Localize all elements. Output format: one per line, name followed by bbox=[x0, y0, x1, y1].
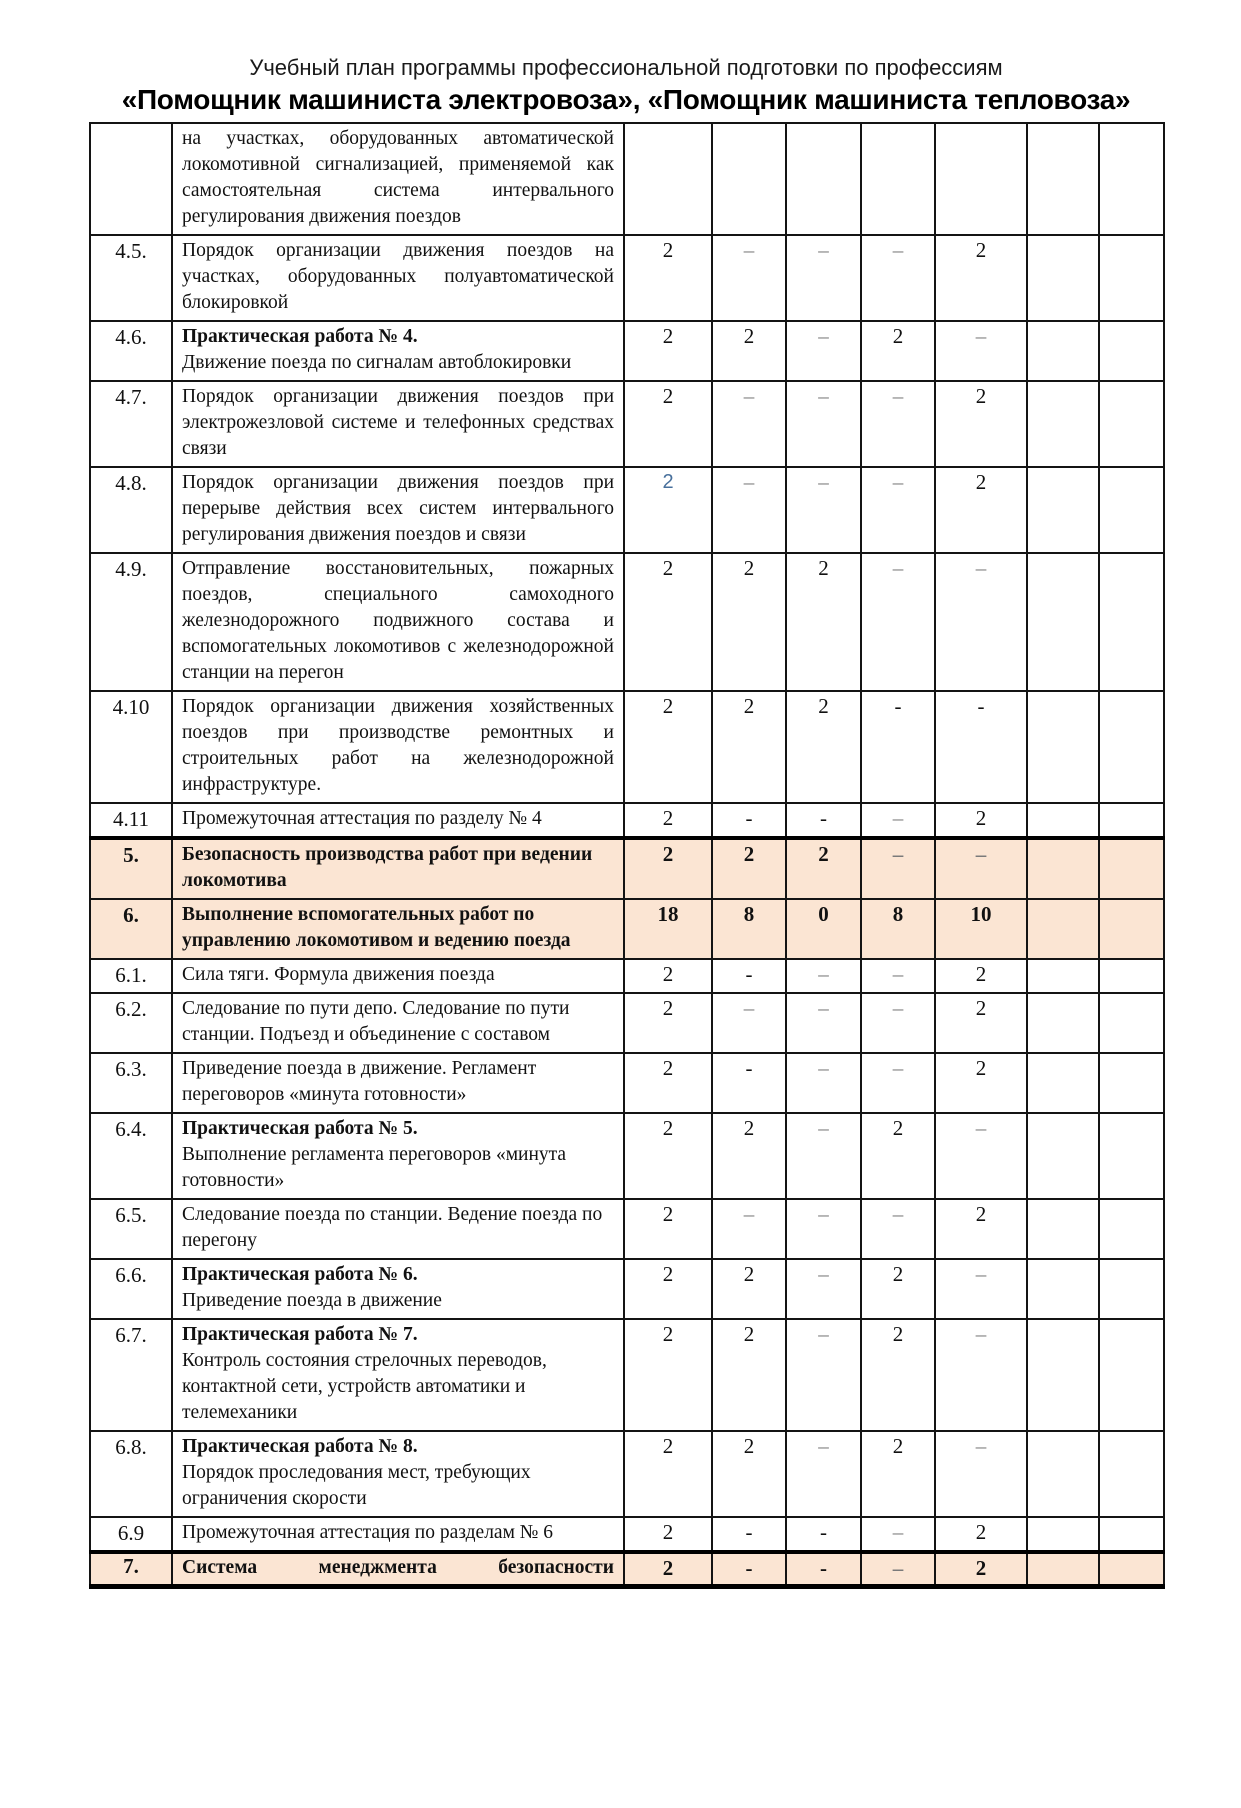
hours-cell: – bbox=[935, 321, 1027, 381]
row-topic-text bbox=[172, 993, 624, 1053]
topic-text-run: Приведение поезда в движение bbox=[182, 1290, 442, 1311]
topic-text-run: Порядок организации движения поездов при электрожезловой системе и телефонных средствах связи bbox=[182, 386, 614, 459]
hours-cell: - bbox=[712, 959, 786, 993]
hours-cell: 2 bbox=[712, 1259, 786, 1319]
doc-title-line2: «Помощник машиниста электровоза», «Помощник машиниста тепловоза» bbox=[121, 84, 1131, 115]
hours-cell: – bbox=[786, 321, 861, 381]
table-row bbox=[90, 1259, 1164, 1319]
empty-cell bbox=[1099, 553, 1164, 691]
row-number: 6.5. bbox=[90, 1199, 172, 1259]
row-number: 6. bbox=[90, 899, 172, 959]
empty-cell bbox=[1099, 1552, 1164, 1587]
hours-cell: 2 bbox=[786, 691, 861, 803]
table-row bbox=[90, 1552, 1164, 1587]
empty-cell bbox=[1099, 993, 1164, 1053]
topic-text-run: Порядок организации движения хозяйственных поездов при производстве ремонтных и строительных работ на железнодорожной инфраструктуре. bbox=[182, 696, 614, 795]
empty-cell bbox=[1099, 381, 1164, 467]
row-topic-text bbox=[172, 1259, 624, 1319]
empty-cell bbox=[1099, 1259, 1164, 1319]
table-row bbox=[90, 838, 1164, 899]
hours-cell: 2 bbox=[712, 838, 786, 899]
hours-cell: – bbox=[786, 235, 861, 321]
table-row bbox=[90, 993, 1164, 1053]
empty-cell bbox=[1027, 381, 1099, 467]
hours-cell: – bbox=[786, 1113, 861, 1199]
row-topic-text bbox=[172, 553, 624, 691]
empty-cell bbox=[1027, 803, 1099, 838]
hours-cell: - bbox=[712, 1053, 786, 1113]
hours-cell: 2 bbox=[935, 381, 1027, 467]
hours-cell: 2 bbox=[786, 838, 861, 899]
hours-cell: – bbox=[786, 993, 861, 1053]
row-number: 6.9 bbox=[90, 1517, 172, 1552]
hours-cell: – bbox=[786, 1199, 861, 1259]
hours-cell: 2 bbox=[624, 1259, 712, 1319]
topic-text-run: Порядок организации движения поездов на участках, оборудованных полуавтоматической блокировкой bbox=[182, 240, 614, 313]
hours-cell: 2 bbox=[935, 803, 1027, 838]
row-topic-text bbox=[172, 691, 624, 803]
hours-cell: – bbox=[935, 1259, 1027, 1319]
table-row bbox=[90, 1053, 1164, 1113]
empty-cell bbox=[1027, 1431, 1099, 1517]
empty-cell bbox=[1099, 838, 1164, 899]
hours-cell: 2 bbox=[624, 838, 712, 899]
empty-cell bbox=[861, 123, 935, 235]
doc-title-line1: Учебный план программы профессиональной подготовки по профессиям bbox=[249, 55, 1003, 80]
row-topic-text bbox=[172, 1431, 624, 1517]
row-number: 4.6. bbox=[90, 321, 172, 381]
topic-text-run: Контроль состояния стрелочных переводов, контактной сети, устройств автоматики и телемеханики bbox=[182, 1350, 547, 1423]
empty-cell bbox=[1099, 321, 1164, 381]
topic-text-run: Следование поезда по станции. Ведение поезда по перегону bbox=[182, 1204, 603, 1251]
topic-text-bold-run: Практическая работа № 7. bbox=[182, 1324, 418, 1345]
hours-cell: – bbox=[861, 1053, 935, 1113]
table-row bbox=[90, 1431, 1164, 1517]
empty-cell bbox=[1099, 1199, 1164, 1259]
row-number: 4.8. bbox=[90, 467, 172, 553]
empty-cell bbox=[1027, 1319, 1099, 1431]
table-row bbox=[90, 553, 1164, 691]
empty-cell bbox=[1027, 899, 1099, 959]
row-topic-text bbox=[172, 959, 624, 993]
empty-cell bbox=[1099, 1517, 1164, 1552]
row-number: 6.2. bbox=[90, 993, 172, 1053]
hours-cell: 2 bbox=[624, 1199, 712, 1259]
document-header bbox=[89, 54, 1163, 116]
topic-text-bold-run: Система менеджмента безопасности bbox=[182, 1557, 614, 1578]
row-number bbox=[90, 123, 172, 235]
empty-cell bbox=[1027, 959, 1099, 993]
hours-cell: 2 bbox=[712, 321, 786, 381]
hours-cell: 2 bbox=[624, 1319, 712, 1431]
hours-cell: 2 bbox=[861, 1259, 935, 1319]
hours-cell: – bbox=[861, 467, 935, 553]
empty-cell bbox=[1027, 553, 1099, 691]
hours-cell: 2 bbox=[712, 553, 786, 691]
hours-cell: 2 bbox=[624, 235, 712, 321]
hours-cell: 2 bbox=[624, 1113, 712, 1199]
hours-cell: 2 bbox=[624, 467, 712, 553]
hours-cell: – bbox=[935, 838, 1027, 899]
hours-cell: 2 bbox=[624, 1431, 712, 1517]
empty-cell bbox=[786, 123, 861, 235]
hours-cell: 2 bbox=[712, 691, 786, 803]
hours-cell: 2 bbox=[624, 381, 712, 467]
row-topic-text bbox=[172, 803, 624, 838]
empty-cell bbox=[1027, 1053, 1099, 1113]
row-number: 4.7. bbox=[90, 381, 172, 467]
hours-cell: 2 bbox=[861, 1113, 935, 1199]
hours-cell: 2 bbox=[935, 235, 1027, 321]
hours-cell: 2 bbox=[712, 1431, 786, 1517]
table-row bbox=[90, 381, 1164, 467]
hours-cell: - bbox=[712, 803, 786, 838]
hours-cell: - bbox=[786, 1552, 861, 1587]
row-number: 6.8. bbox=[90, 1431, 172, 1517]
empty-cell bbox=[1099, 123, 1164, 235]
hours-cell: 2 bbox=[935, 1552, 1027, 1587]
hours-cell: 2 bbox=[624, 553, 712, 691]
empty-cell bbox=[935, 123, 1027, 235]
hours-cell: 8 bbox=[861, 899, 935, 959]
empty-cell bbox=[1027, 1113, 1099, 1199]
empty-cell bbox=[624, 123, 712, 235]
empty-cell bbox=[1099, 803, 1164, 838]
hours-cell: – bbox=[861, 381, 935, 467]
hours-cell: – bbox=[712, 993, 786, 1053]
empty-cell bbox=[1027, 1517, 1099, 1552]
table-row bbox=[90, 321, 1164, 381]
hours-cell: – bbox=[712, 467, 786, 553]
hours-cell: 2 bbox=[624, 803, 712, 838]
hours-cell: 2 bbox=[935, 1053, 1027, 1113]
empty-cell bbox=[1099, 235, 1164, 321]
hours-cell: 2 bbox=[861, 321, 935, 381]
hours-cell: 2 bbox=[786, 553, 861, 691]
hours-cell: 2 bbox=[624, 993, 712, 1053]
hours-cell: – bbox=[786, 959, 861, 993]
topic-text-run: Движение поезда по сигналам автоблокировки bbox=[182, 352, 572, 373]
row-topic-text bbox=[172, 1053, 624, 1113]
empty-cell bbox=[1099, 691, 1164, 803]
row-number: 6.3. bbox=[90, 1053, 172, 1113]
empty-cell bbox=[1027, 993, 1099, 1053]
topic-text-run: Выполнение регламента переговоров «минута готовности» bbox=[182, 1144, 567, 1191]
topic-text-run: на участках, оборудованных автоматической локомотивной сигнализацией, применяемой как самостоятельная система интервального регулирования движения поездов bbox=[182, 128, 614, 227]
hours-cell: - bbox=[712, 1552, 786, 1587]
hours-cell: – bbox=[935, 1113, 1027, 1199]
empty-cell bbox=[1099, 959, 1164, 993]
hours-cell: – bbox=[712, 1199, 786, 1259]
empty-cell bbox=[1027, 1552, 1099, 1587]
table-row bbox=[90, 1199, 1164, 1259]
empty-cell bbox=[1099, 467, 1164, 553]
empty-cell bbox=[1027, 321, 1099, 381]
topic-text-bold-run: Выполнение вспомогательных работ по управлению локомотивом и ведению поезда bbox=[182, 904, 571, 951]
row-number: 6.4. bbox=[90, 1113, 172, 1199]
hours-cell: 2 bbox=[861, 1319, 935, 1431]
topic-text-run: Отправление восстановительных, пожарных поездов, специального самоходного железнодорожного подвижного состава и вспомогательных локомотивов с железнодорожной станции на перегон bbox=[182, 558, 614, 683]
topic-text-run: Приведение поезда в движение. Регламент переговоров «минута готовности» bbox=[182, 1058, 537, 1105]
row-topic-text bbox=[172, 838, 624, 899]
empty-cell bbox=[1027, 123, 1099, 235]
hours-cell: - bbox=[712, 1517, 786, 1552]
empty-cell bbox=[712, 123, 786, 235]
row-topic-text bbox=[172, 123, 624, 235]
hours-cell: – bbox=[786, 1319, 861, 1431]
table-row bbox=[90, 959, 1164, 993]
hours-cell: 2 bbox=[624, 321, 712, 381]
topic-text-run: Порядок организации движения поездов при перерыве действия всех систем интервального регулирования движения поездов и связи bbox=[182, 472, 614, 545]
empty-cell bbox=[1099, 1319, 1164, 1431]
table-row bbox=[90, 1113, 1164, 1199]
table-row bbox=[90, 803, 1164, 838]
hours-cell: – bbox=[861, 803, 935, 838]
row-topic-text bbox=[172, 467, 624, 553]
table-row bbox=[90, 691, 1164, 803]
hours-cell: 2 bbox=[624, 1552, 712, 1587]
hours-cell: 8 bbox=[712, 899, 786, 959]
empty-cell bbox=[1027, 1199, 1099, 1259]
topic-text-bold-run: Практическая работа № 5. bbox=[182, 1118, 418, 1139]
hours-cell: 2 bbox=[861, 1431, 935, 1517]
hours-cell: 2 bbox=[712, 1113, 786, 1199]
row-topic-text bbox=[172, 1319, 624, 1431]
hours-cell: – bbox=[786, 1053, 861, 1113]
hours-cell: 2 bbox=[935, 993, 1027, 1053]
hours-cell: – bbox=[861, 959, 935, 993]
hours-cell: 18 bbox=[624, 899, 712, 959]
hours-cell: – bbox=[935, 1319, 1027, 1431]
topic-text-bold-run: Практическая работа № 6. bbox=[182, 1264, 418, 1285]
empty-cell bbox=[1099, 1113, 1164, 1199]
table-row bbox=[90, 123, 1164, 235]
page bbox=[0, 54, 1241, 1808]
table-row bbox=[90, 467, 1164, 553]
topic-text-run: Промежуточная аттестация по разделам № 6 bbox=[182, 1522, 554, 1543]
hours-cell: 2 bbox=[935, 1199, 1027, 1259]
hours-cell: – bbox=[861, 1552, 935, 1587]
empty-cell bbox=[1099, 1053, 1164, 1113]
hours-cell: – bbox=[786, 1259, 861, 1319]
empty-cell bbox=[1027, 467, 1099, 553]
hours-cell: - bbox=[935, 691, 1027, 803]
hours-cell: – bbox=[712, 381, 786, 467]
topic-text-run: Порядок проследования мест, требующих ограничения скорости bbox=[182, 1462, 531, 1509]
empty-cell bbox=[1099, 1431, 1164, 1517]
hours-cell: – bbox=[786, 467, 861, 553]
row-topic-text bbox=[172, 899, 624, 959]
hours-cell: – bbox=[861, 993, 935, 1053]
row-topic-text bbox=[172, 1113, 624, 1199]
topic-text-run: Следование по пути депо. Следование по пути станции. Подъезд и объединение с составом bbox=[182, 998, 570, 1045]
table-row bbox=[90, 235, 1164, 321]
empty-cell bbox=[1027, 691, 1099, 803]
row-number: 4.5. bbox=[90, 235, 172, 321]
row-number: 7. bbox=[90, 1552, 172, 1587]
hours-cell: – bbox=[861, 1517, 935, 1552]
curriculum-table bbox=[89, 122, 1165, 1589]
hours-cell: – bbox=[786, 1431, 861, 1517]
hours-cell: 2 bbox=[712, 1319, 786, 1431]
table-row bbox=[90, 1319, 1164, 1431]
hours-cell: – bbox=[861, 838, 935, 899]
hours-cell: – bbox=[861, 235, 935, 321]
row-topic-text bbox=[172, 1552, 624, 1587]
empty-cell bbox=[1099, 899, 1164, 959]
row-number: 6.1. bbox=[90, 959, 172, 993]
row-number: 4.9. bbox=[90, 553, 172, 691]
topic-text-run: Сила тяги. Формула движения поезда bbox=[182, 964, 495, 985]
row-number: 6.6. bbox=[90, 1259, 172, 1319]
row-number: 4.10 bbox=[90, 691, 172, 803]
hours-cell: – bbox=[935, 1431, 1027, 1517]
topic-text-bold-run: Безопасность производства работ при ведении локомотива bbox=[182, 844, 593, 891]
hours-cell: – bbox=[786, 381, 861, 467]
hours-cell: - bbox=[786, 1517, 861, 1552]
hours-cell: 2 bbox=[935, 959, 1027, 993]
hours-cell: – bbox=[861, 553, 935, 691]
row-number: 4.11 bbox=[90, 803, 172, 838]
row-topic-text bbox=[172, 1517, 624, 1552]
row-number: 5. bbox=[90, 838, 172, 899]
empty-cell bbox=[1027, 235, 1099, 321]
row-topic-text bbox=[172, 381, 624, 467]
hours-cell: – bbox=[935, 553, 1027, 691]
hours-cell: - bbox=[786, 803, 861, 838]
row-topic-text bbox=[172, 235, 624, 321]
hours-cell: - bbox=[861, 691, 935, 803]
topic-text-bold-run: Практическая работа № 4. bbox=[182, 326, 418, 347]
table-row bbox=[90, 899, 1164, 959]
row-topic-text bbox=[172, 321, 624, 381]
hours-cell: 2 bbox=[624, 691, 712, 803]
hours-cell: 0 bbox=[786, 899, 861, 959]
row-number: 6.7. bbox=[90, 1319, 172, 1431]
hours-cell: – bbox=[712, 235, 786, 321]
hours-cell: 2 bbox=[624, 959, 712, 993]
topic-text-bold-run: Практическая работа № 8. bbox=[182, 1436, 418, 1457]
empty-cell bbox=[1027, 838, 1099, 899]
hours-cell: 10 bbox=[935, 899, 1027, 959]
table-row bbox=[90, 1517, 1164, 1552]
row-topic-text bbox=[172, 1199, 624, 1259]
hours-cell: 2 bbox=[935, 1517, 1027, 1552]
hours-cell: 2 bbox=[935, 467, 1027, 553]
topic-text-run: Промежуточная аттестация по разделу № 4 bbox=[182, 808, 542, 829]
hours-cell: 2 bbox=[624, 1517, 712, 1552]
empty-cell bbox=[1027, 1259, 1099, 1319]
hours-cell: 2 bbox=[624, 1053, 712, 1113]
hours-cell: – bbox=[861, 1199, 935, 1259]
